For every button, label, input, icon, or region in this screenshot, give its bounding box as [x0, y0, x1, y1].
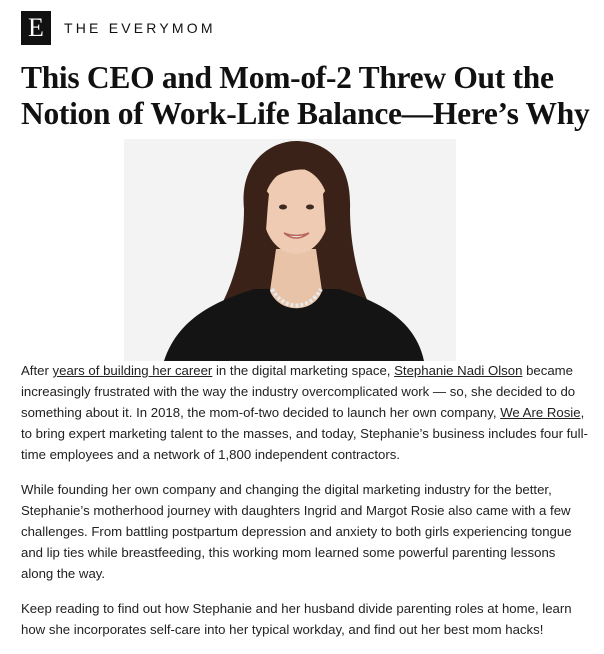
paragraph-motherhood: While founding her own company and changing the digital marketing industry for the better, Stephanie’s motherhood journey with daughters Ingrid and Margot Rosie also came with a few challenges. From battling postpartum depression and anxiety to both girls experiencing tongue and lip ties while breastfeeding, this working mom learned some powerful parenting lessons along the way.: [21, 482, 572, 581]
link-career[interactable]: years of building her career: [52, 363, 213, 378]
site-name[interactable]: THE EVERYMOM: [64, 20, 216, 36]
site-header: [21, 11, 216, 45]
hero-photo: [124, 139, 456, 361]
text: became increasingly frustrated with the way the industry overcomplicated work — so, she decided to do something about it. In 2018, the mom-of-two decided to launch her own company,: [21, 363, 576, 420]
site-logo[interactable]: E: [21, 11, 51, 45]
text: After: [21, 363, 53, 378]
paragraph-intro: [21, 360, 591, 465]
portrait-illustration: [124, 139, 456, 361]
text: in the digital marketing space,: [212, 363, 395, 378]
link-stephanie[interactable]: Stephanie Nadi Olson: [394, 363, 523, 378]
text: , to bring expert marketing talent to the masses, and today, Stephanie’s business includes four full-time employees and a network of 1,800 independent contractors.: [21, 405, 588, 462]
article-title: This CEO and Mom-of-2 Threw Out the Notion of Work-Life Balance—Here’s Why: [21, 60, 590, 131]
article-body: [21, 360, 591, 654]
link-we-are-rosie[interactable]: We Are Rosie: [500, 405, 581, 420]
paragraph-keep-reading: Keep reading to find out how Stephanie and her husband divide parenting roles at home, learn how she incorporates self-care into her typical workday, and find out her best mom hacks!: [21, 601, 572, 637]
